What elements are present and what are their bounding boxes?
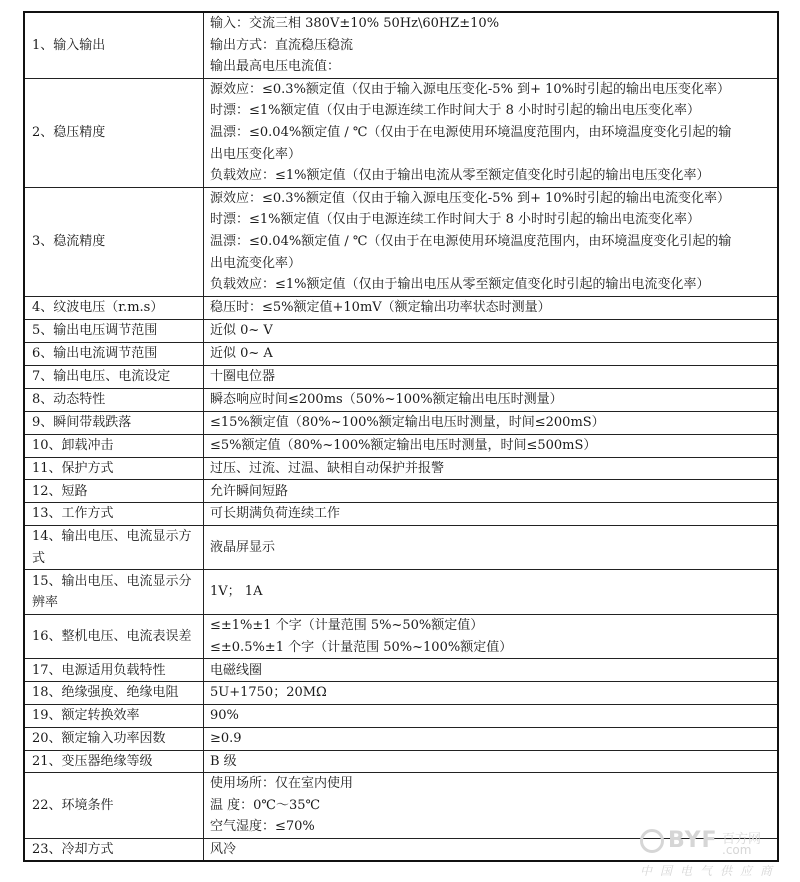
- table-row: [24, 682, 778, 705]
- row-value: [204, 525, 779, 569]
- table-row: [24, 480, 778, 503]
- row-value-line: 可长期满负荷连续工作: [210, 506, 341, 522]
- row-value-line: 输入：交流三相 380V±10% 50Hz\60HZ±10%: [210, 16, 500, 31]
- table-row: [24, 78, 778, 187]
- row-value-line: 十圈电位器: [210, 368, 276, 384]
- row-value-line: ≤±1%±1 个字（计量范围 5%~50%额定值）: [210, 618, 484, 634]
- row-value-line: 负载效应：≤1%额定值（仅由于输出电压从零至额定值变化时引起的输出电流变化率）: [210, 277, 710, 293]
- table-row: [24, 659, 778, 682]
- row-label-text: 9、瞬间带载跌落: [32, 414, 132, 430]
- table-row: [24, 434, 778, 457]
- row-label: [24, 296, 204, 319]
- row-value: [204, 187, 779, 296]
- row-value: [204, 12, 779, 78]
- spec-table: [23, 11, 779, 862]
- row-label: [24, 750, 204, 773]
- row-value: [204, 411, 779, 434]
- row-value-line: 输出最高电压电流值：: [210, 59, 341, 75]
- table-row: [24, 570, 778, 615]
- row-label-text: 4、纹波电压（r.m.s）: [32, 299, 164, 315]
- table-row: [24, 457, 778, 480]
- row-value-line: 空气湿度：≤70%: [210, 819, 315, 835]
- row-value-line: 源效应：≤0.3%额定值（仅由于输入源电压变化-5% 到+ 10%时引起的输出电流变化率）: [210, 190, 730, 206]
- row-value: [204, 727, 779, 750]
- row-label: [24, 659, 204, 682]
- table-row: [24, 12, 778, 78]
- row-label: [24, 503, 204, 526]
- row-label-text: 6、输出电流调节范围: [32, 345, 158, 361]
- row-label-text: 17、电源适用负载特性: [32, 662, 166, 678]
- row-label: [24, 525, 204, 569]
- watermark-cn-name: 百方网: [722, 832, 762, 847]
- watermark-tagline: 中国电气供应商: [640, 864, 781, 878]
- row-label: [24, 615, 204, 659]
- row-label: [24, 411, 204, 434]
- row-label-text: 14、输出电压、电流显示方式: [32, 528, 192, 566]
- table-row: [24, 388, 778, 411]
- row-value: [204, 659, 779, 682]
- row-value: [204, 434, 779, 457]
- row-label-text: 21、变压器绝缘等级: [32, 753, 153, 769]
- row-label: [24, 12, 204, 78]
- table-row: [24, 750, 778, 773]
- row-label-text: 15、输出电压、电流显示分辨率: [32, 573, 192, 611]
- table-row: [24, 342, 778, 365]
- row-value-line: 允许瞬间短路: [210, 483, 289, 499]
- row-value-line: ≤±0.5%±1 个字（计量范围 50%~100%额定值）: [210, 639, 513, 655]
- row-value-line: 出电压变化率）: [210, 146, 302, 162]
- table-row: [24, 773, 778, 839]
- row-value: [204, 773, 779, 839]
- row-label-text: 22、环境条件: [32, 797, 114, 813]
- row-value-line: 时漂：≤1%额定值（仅由于电源连续工作时间大于 8 小时时引起的输出电流变化率）: [210, 212, 701, 228]
- row-value: [204, 342, 779, 365]
- table-row: [24, 525, 778, 569]
- row-value: [204, 570, 779, 615]
- row-label-text: 11、保护方式: [32, 460, 114, 476]
- row-value-line: 瞬态响应时间≤200ms（50%~100%额定输出电压时测量）: [210, 391, 563, 407]
- row-label: [24, 342, 204, 365]
- row-value: [204, 615, 779, 659]
- row-label-text: 12、短路: [32, 483, 88, 499]
- row-value-line: 近似 0~ A: [210, 345, 273, 361]
- table-row: [24, 503, 778, 526]
- row-label: [24, 480, 204, 503]
- row-value-line: 负载效应：≤1%额定值（仅由于输出电流从零至额定值变化时引起的输出电压变化率）: [210, 168, 710, 184]
- table-row: [24, 838, 778, 861]
- row-label-text: 10、卸载冲击: [32, 437, 114, 453]
- row-value: [204, 365, 779, 388]
- table-row: [24, 615, 778, 659]
- table-row: [24, 704, 778, 727]
- row-label: [24, 570, 204, 615]
- row-value: [204, 682, 779, 705]
- row-value-line: 1V； 1A: [210, 584, 263, 600]
- row-value: [204, 704, 779, 727]
- row-label: [24, 704, 204, 727]
- row-value: [204, 480, 779, 503]
- table-row: [24, 187, 778, 296]
- row-value: [204, 838, 779, 861]
- table-row: [24, 319, 778, 342]
- row-label-text: 8、动态特性: [32, 391, 106, 407]
- spec-table-body: [24, 12, 778, 861]
- row-label: [24, 434, 204, 457]
- row-label: [24, 682, 204, 705]
- row-label-text: 3、稳流精度: [32, 233, 106, 249]
- row-value: [204, 319, 779, 342]
- row-value-line: 使用场所：仅在室内使用: [210, 776, 354, 792]
- row-label-text: 13、工作方式: [32, 506, 114, 522]
- row-value: [204, 388, 779, 411]
- table-row: [24, 727, 778, 750]
- row-label-text: 5、输出电压调节范围: [32, 322, 158, 338]
- row-value-line: 温漂：≤0.04%额定值 / ℃（仅由于在电源使用环境温度范围内，由环境温度变化引起的输: [210, 233, 732, 249]
- row-label-text: 7、输出电压、电流设定: [32, 368, 171, 384]
- row-label: [24, 388, 204, 411]
- row-label: [24, 727, 204, 750]
- row-label: [24, 365, 204, 388]
- row-value-line: 电磁线圈: [210, 662, 263, 678]
- row-value-line: 温漂：≤0.04%额定值 / ℃（仅由于在电源使用环境温度范围内，由环境温度变化引起的输: [210, 124, 732, 140]
- row-value: [204, 457, 779, 480]
- row-label-text: 18、绝缘强度、绝缘电阻: [32, 685, 179, 701]
- row-value-line: 输出方式：直流稳压稳流: [210, 37, 354, 53]
- row-label-text: 2、稳压精度: [32, 124, 106, 140]
- row-value-line: ≤5%额定值（80%~100%额定输出电压时测量，时间≤500mS）: [210, 437, 597, 453]
- row-value: [204, 750, 779, 773]
- row-label: [24, 319, 204, 342]
- row-value-line: 温 度：0℃～35℃: [210, 797, 321, 813]
- row-label-text: 20、额定输入功率因数: [32, 730, 166, 746]
- row-label-text: 1、输入输出: [32, 37, 106, 53]
- row-value-line: ≤15%额定值（80%~100%额定输出电压时测量，时间≤200mS）: [210, 414, 605, 430]
- row-value-line: 稳压时：≤5%额定值+10mV（额定输出功率状态时测量）: [210, 299, 551, 315]
- row-label: [24, 187, 204, 296]
- row-label: [24, 838, 204, 861]
- row-label: [24, 78, 204, 187]
- row-label-text: 16、整机电压、电流表误差: [32, 628, 192, 644]
- row-label-text: 19、额定转换效率: [32, 708, 140, 724]
- row-value-line: 90%: [210, 708, 239, 724]
- row-value-line: 源效应：≤0.3%额定值（仅由于输入源电压变化-5% 到+ 10%时引起的输出电压变化率）: [210, 81, 730, 97]
- row-label: [24, 773, 204, 839]
- row-value-line: 近似 0~ V: [210, 322, 273, 338]
- table-row: [24, 296, 778, 319]
- row-value-line: B 级: [210, 753, 237, 769]
- row-value-line: 液晶屏显示: [210, 539, 276, 555]
- row-value: [204, 78, 779, 187]
- row-value-line: 时漂：≤1%额定值（仅由于电源连续工作时间大于 8 小时时引起的输出电压变化率）: [210, 103, 701, 119]
- row-value: [204, 296, 779, 319]
- table-row: [24, 411, 778, 434]
- watermark-domain: .com: [722, 843, 752, 857]
- row-label-text: 23、冷却方式: [32, 841, 114, 857]
- row-value-line: 出电流变化率）: [210, 255, 302, 271]
- table-row: [24, 365, 778, 388]
- row-value: [204, 503, 779, 526]
- row-label: [24, 457, 204, 480]
- row-value-line: ≥0.9: [210, 730, 242, 746]
- watermark-logo-text: BYF: [668, 828, 718, 853]
- row-value-line: 过压、过流、过温、缺相自动保护并报警: [210, 460, 445, 476]
- row-value-line: 5U+1750；20MΩ: [210, 685, 327, 701]
- row-value-line: 风冷: [210, 841, 237, 857]
